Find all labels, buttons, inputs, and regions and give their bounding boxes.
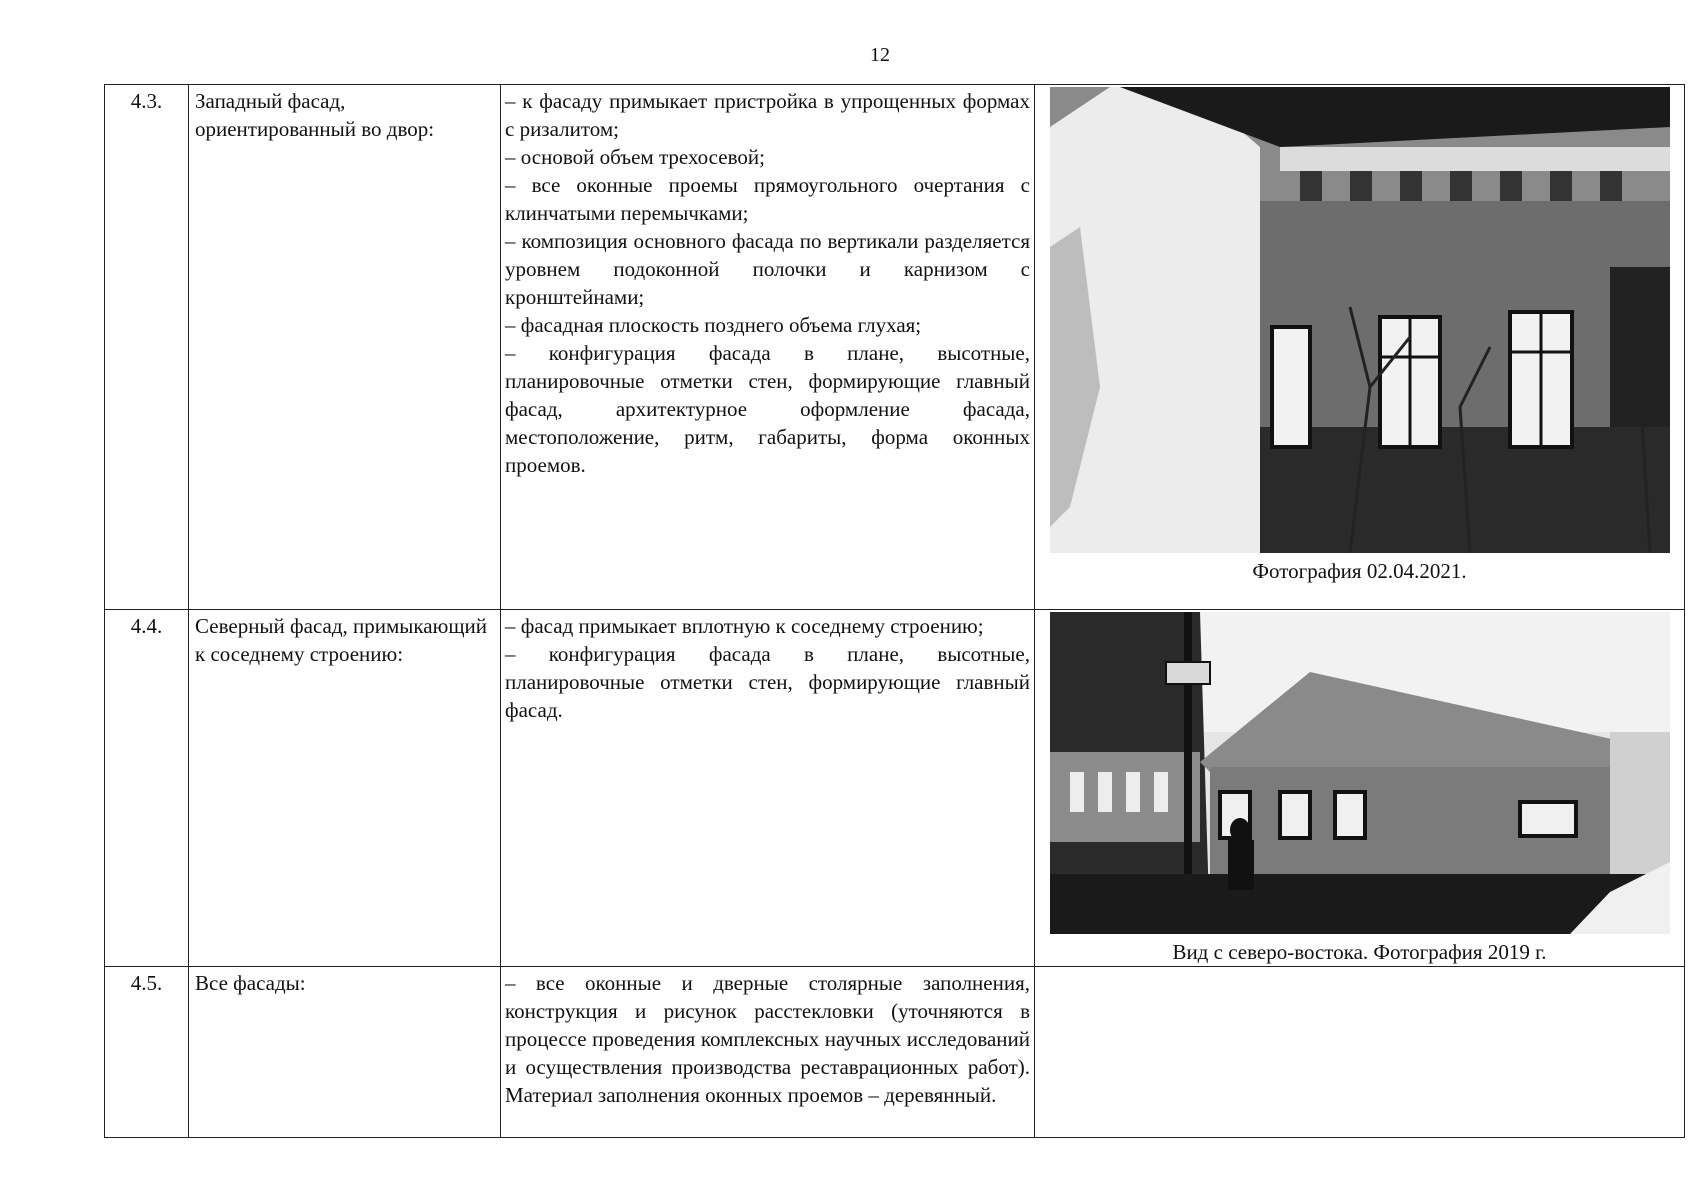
row-photo-cell [1035,610,1685,967]
row-title: Западный фасад, ориентированный во двор: [189,85,501,610]
table-row-4-3 [105,85,1685,610]
row-number: 4.4. [105,610,189,967]
row-title: Северный фасад, примыкающий к соседнему строению: [189,610,501,967]
list-item: – к фасаду примыкает пристройка в упрощенных формах с ризалитом; [505,89,1030,141]
row-photo-cell [1035,85,1685,610]
photo-caption: Фотография 02.04.2021. [1252,559,1467,583]
list-item: – все оконные проемы прямоугольного очертания с клинчатыми перемычками; [505,173,1030,225]
list-item: – основой объем трехосевой; [505,145,765,169]
page-number: 12 [870,44,890,66]
list-item: – все оконные и дверные столярные заполнения, конструкция и рисунок расстекловки (уточняются в процессе проведения комплексных научных исследований и осуществления производства реставрационных работ). Материал заполнения оконных проемов – деревянный. [505,971,1030,1107]
list-item: – фасад примыкает вплотную к соседнему строению; [505,614,984,638]
list-item: – конфигурация фасада в плане, высотные, планировочные отметки стен, формирующие главный фасад, архитектурное оформление фасада, местоположение, ритм, габариты, форма оконных проемов. [505,341,1030,477]
table-row-4-4 [105,610,1685,967]
row-description [501,610,1035,967]
facade-table [104,84,1685,1138]
row-description [501,85,1035,610]
row-description [501,967,1035,1138]
list-item: – конфигурация фасада в плане, высотные, планировочные отметки стен, формирующие главный фасад. [505,642,1030,722]
table-row-4-5 [105,967,1685,1138]
row-number: 4.5. [105,967,189,1138]
row-number: 4.3. [105,85,189,610]
row-title: Все фасады: [189,967,501,1138]
photo-caption: Вид с северо-востока. Фотография 2019 г. [1172,940,1547,964]
west-facade-photo [1050,87,1670,553]
list-item: – композиция основного фасада по вертикали разделяется уровнем подоконной полочки и карнизом с кронштейнами; [505,229,1030,309]
north-facade-photo [1050,612,1670,934]
row-photo-cell-empty [1035,967,1685,1138]
list-item: – фасадная плоскость позднего объема глухая; [505,313,922,337]
